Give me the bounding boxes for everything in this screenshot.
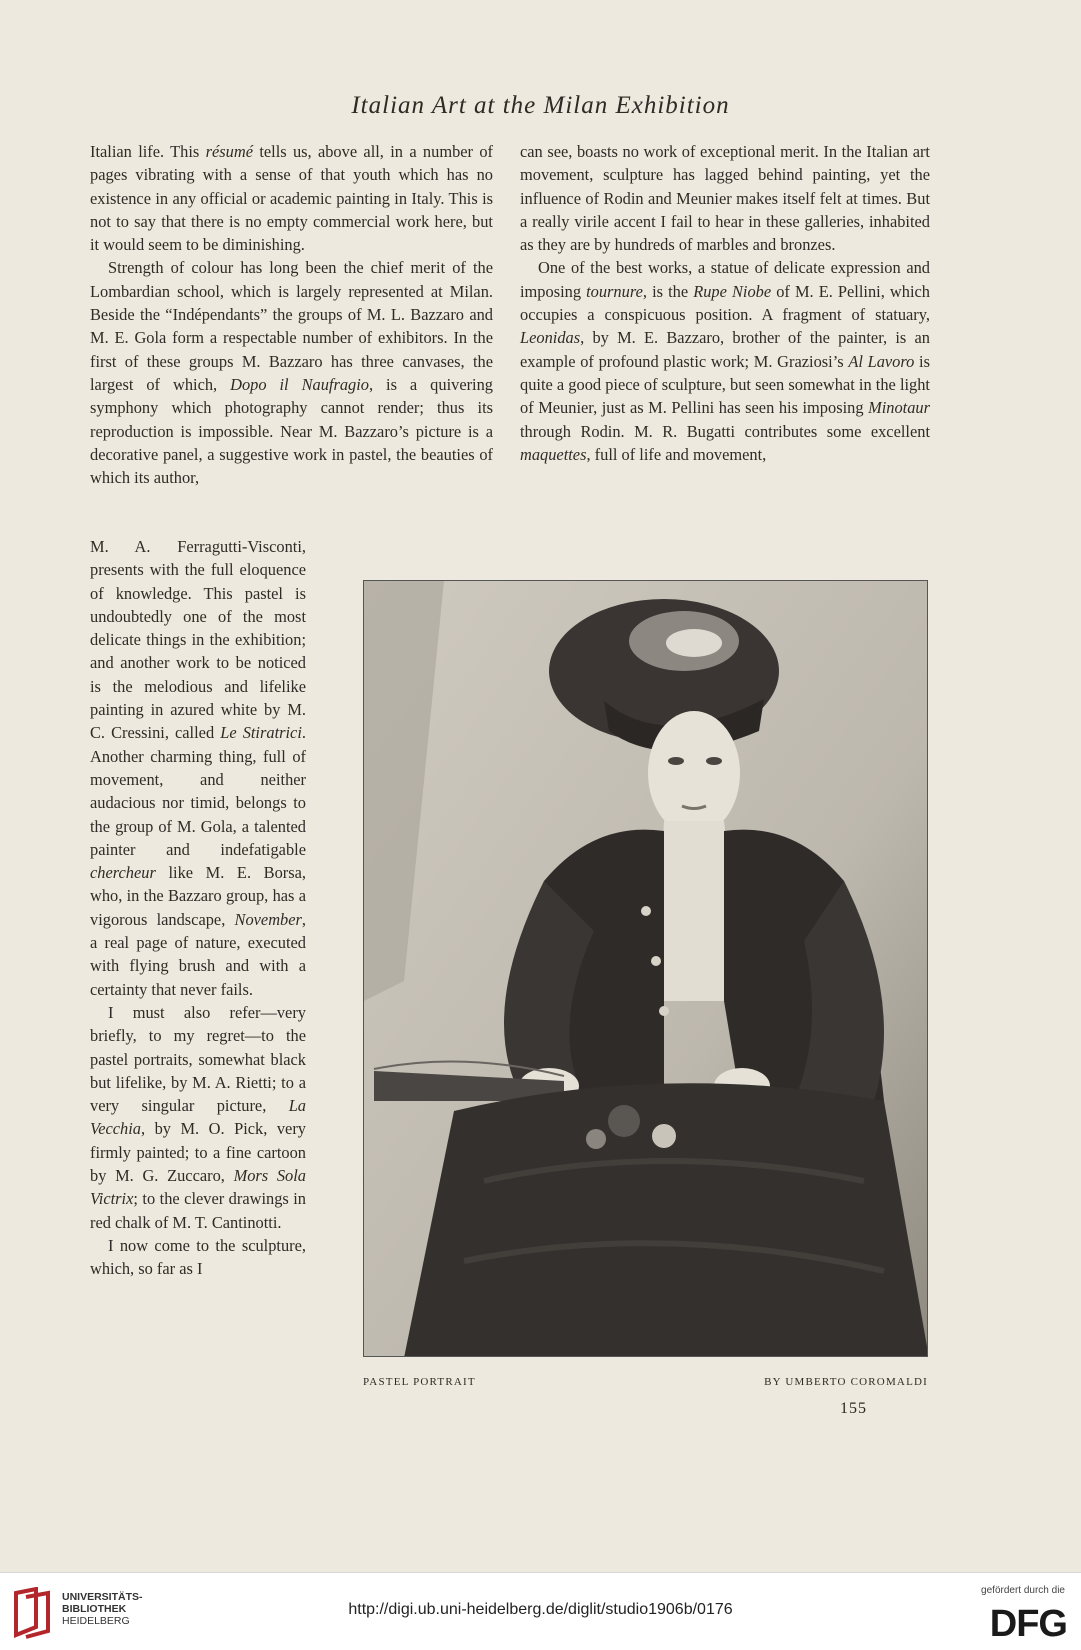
paragraph: M. A. Ferragutti-Visconti, presents with the full eloquence of knowledge. This pastel is undoubtedly one of the most delicate things in the exhibition; and another work to be noticed is the melodious and lifelike painting in azured white by M. C. Cressini, called Le Stiratrici. Another charming thing, full of movement, and neither audacious nor timid, belongs to the group of M. Gola, a talented painter and indefatigable chercheur like M. E. Borsa, who, in the Bazzaro group, has a vigorous landscape, November, a real page of nature, executed with flying brush and with a certainty that never fails. bbox=[90, 537, 306, 999]
right-column-top bbox=[520, 140, 930, 466]
digitization-footer bbox=[0, 1572, 1081, 1650]
paragraph: Strength of colour has long been the chief merit of the Lombardian school, which is largely represented at Milan. Beside the “Indépendants” the groups of M. L. Bazzaro and M. E. Gola form a respectable number of exhibitors. In the first of these groups M. Bazzaro has three canvases, the largest of which, Dopo il Naufragio, is a quivering symphony which photography cannot render; thus its reproduction is impossible. Near M. Bazzaro’s picture is a decorative panel, a suggestive work in pastel, the beauties of which its author, bbox=[90, 258, 493, 488]
library-name: UNIVERSITÄTS- BIBLIOTHEK HEIDELBERG bbox=[62, 1591, 143, 1627]
portrait-illustration bbox=[364, 581, 928, 1357]
paragraph: I must also refer—very briefly, to my regret—to the pastel portraits, somewhat black but lifelike, by M. A. Rietti; to a very singular picture, La Vecchia, by M. O. Pick, very firmly painted; to a fine cartoon by M. G. Zuccaro, Mors Sola Victrix; to the clever drawings in red chalk of M. T. Cantinotti. bbox=[90, 1002, 307, 1232]
page-number: 155 bbox=[840, 1400, 867, 1417]
plate-caption-artist: BY UMBERTO COROMALDI bbox=[764, 1376, 928, 1388]
source-url-link[interactable]: http://digi.ub.uni-heidelberg.de/diglit/studio1906b/0176 bbox=[348, 1601, 733, 1618]
running-title: Italian Art at the Milan Exhibition bbox=[351, 92, 730, 119]
paragraph: I now come to the sculpture, which, so far as I bbox=[90, 1235, 306, 1279]
paragraph: One of the best works, a statue of delicate expression and imposing tournure, is the Rupe Niobe of M. E. Pellini, which occupies a conspicuous position. A fragment of statuary, Leonidas, by M. E. Bazzaro, brother of the painter, is an example of profound plastic work; M. Graziosi’s Al Lavoro is quite a good piece of sculpture, but seen somewhat in the light of Meunier, just as M. Pellini has seen his imposing Minotaur through Rodin. M. R. Bugatti contributes some excellent maquettes, full of life and movement, bbox=[520, 258, 930, 464]
paragraph: can see, boasts no work of exceptional merit. In the Italian art movement, sculpture has lagged behind painting, yet the influence of Rodin and Meunier makes itself felt at times. But a really virile accent I fail to hear in these galleries, inhabited as they are by hundreds of marbles and bronzes. bbox=[520, 142, 930, 255]
left-column-narrow bbox=[90, 535, 306, 1281]
paragraph: Italian life. This résumé tells us, above all, in a number of pages vibrating with a sense of that youth which has no existence in any official or academic painting in Italy. This is not to say that there is no empty commercial work here, but it would seem to be diminishing. bbox=[90, 142, 493, 255]
plate-caption-title: PASTEL PORTRAIT bbox=[363, 1376, 476, 1388]
funding-note: gefördert durch die bbox=[981, 1585, 1065, 1596]
pastel-portrait-plate bbox=[363, 580, 928, 1357]
left-column-top bbox=[90, 140, 493, 489]
dfg-logo: DFG bbox=[989, 1603, 1067, 1645]
